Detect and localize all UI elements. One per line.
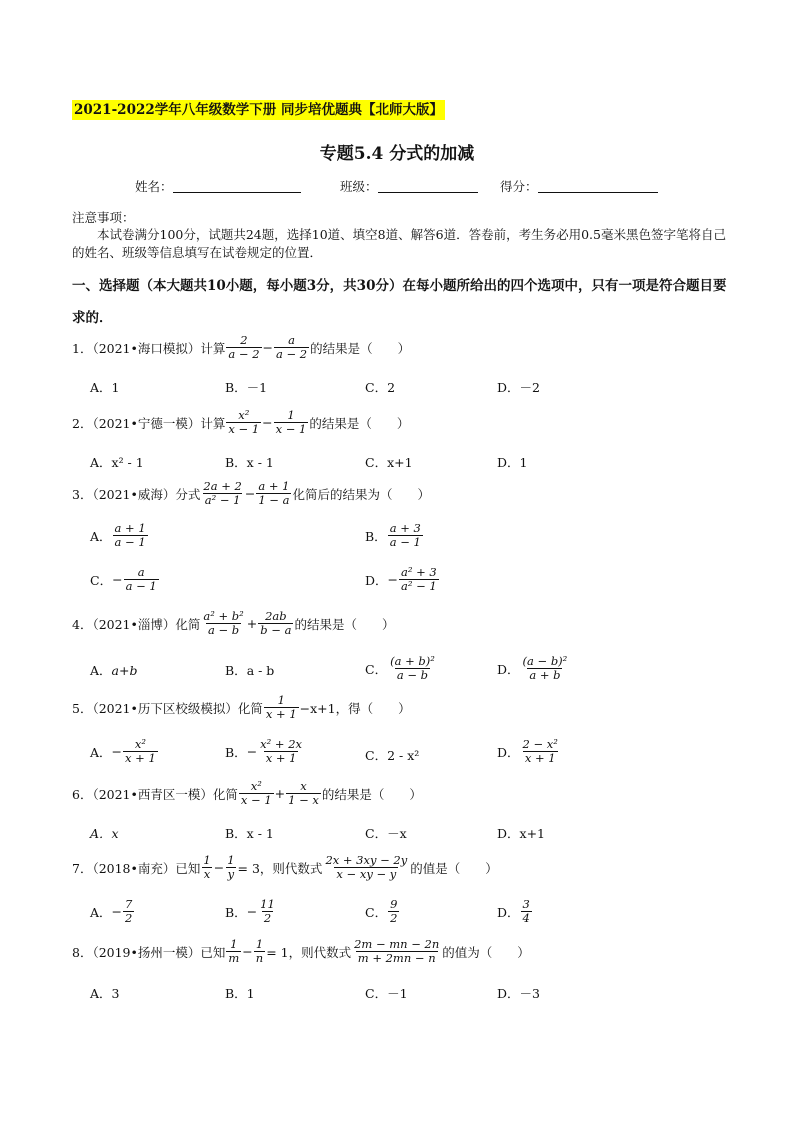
section-heading: 一、选择题（本大题共10小题，每小题3分，共30分）在每小题所给出的四个选项中，只有一项是符合题目要求的． [72,278,727,326]
question-6 [72,780,422,807]
fraction: $\frac{\text{x²}}{x - 1}$ [228,408,260,436]
question-text: 2．（2021•宁德一模）计算 [72,415,226,431]
option-d[interactable]: D．－2 [497,380,540,395]
option-b[interactable]: B． $\frac{a + 3}{a - 1}$ [365,521,421,549]
question-suffix: 化简后的结果为（ ） [292,486,430,502]
fraction: $\frac{1}{y}$ [227,853,235,881]
series-banner: 2021-2022学年八年级数学下册 同步培优题典【北师大版】 [74,102,443,118]
name-blank[interactable] [173,180,301,193]
question-text: 7．（2018•南充）已知 [72,860,201,876]
question-suffix: −x+1，得（ ） [299,700,411,716]
question-7 [72,854,498,881]
option-b[interactable]: B． − $\frac{\text{x² + 2x}}{x + 1}$ [225,737,303,765]
score-blank[interactable] [538,180,658,193]
option-d[interactable]: D． $\frac{\text{2 − x²}}{x + 1}$ [497,737,558,765]
operator: − [262,415,273,430]
option-a[interactable]: A． − $\frac{7}{2}$ [90,897,133,925]
fraction: $\frac{2x + 3xy - 2y}{x - xy - y}$ [325,853,408,881]
question-text: 8．（2019•扬州一模）已知 [72,944,226,960]
operator: − [242,944,253,959]
question-suffix: 的结果是（ ） [321,786,422,802]
question-3 [72,480,430,507]
class-field [340,177,478,195]
question-text: 5．（2021•历下区校级模拟）化简 [72,700,263,716]
fraction: $\frac{x}{1 - x}$ [288,779,319,807]
question-2 [72,409,409,436]
option-c[interactable]: C． − $\frac{a}{a - 1}$ [90,565,157,593]
notice-body: 本试卷满分100分，试题共24题，选择10道、填空8道、解答6道．答卷前，考生务必用0.5毫米黑色签字笔将自己的姓名、班级等信息填写在试卷规定的位置． [72,227,726,260]
option-c[interactable]: C．x+1 [365,455,413,470]
option-c[interactable]: C．－x [365,826,407,841]
question-suffix: 的结果是（ ） [309,415,410,431]
question-suffix: 的值为（ ） [442,944,530,960]
option-a[interactable]: A． − $\frac{\text{x²}}{x + 1}$ [90,737,156,765]
question-mid: = 3，则代数式 [237,860,323,876]
option-c[interactable]: C．－1 [365,986,408,1001]
fraction: $\frac{2m - mn - 2n}{m + 2mn - n}$ [354,937,440,965]
option-d[interactable]: D．x+1 [497,826,545,841]
question-mid: = 1，则代数式 [266,944,352,960]
question-suffix: 的结果是（ ） [310,340,411,356]
question-text: 6．（2021•西青区一模）化简 [72,786,238,802]
notice-heading: 注意事项： [72,210,135,225]
fraction: $\frac{a + 1}{1 - a}$ [258,479,290,507]
fraction: $\frac{\text{a² + b²}}{a - b}$ [203,609,244,637]
operator: + [246,616,258,631]
class-label: 班级： [340,179,378,194]
fraction: $\frac{\text{x²}}{x - 1}$ [240,779,272,807]
option-b[interactable]: B．x - 1 [225,826,274,841]
option-b[interactable]: B．1 [225,986,255,1001]
class-blank[interactable] [378,180,478,193]
option-b[interactable]: B． − $\frac{11}{2}$ [225,897,275,925]
option-d[interactable]: D．1 [497,455,528,470]
fraction: $\frac{1}{x}$ [203,853,211,881]
option-c[interactable]: C．2 [365,380,396,395]
fraction: $\frac{1}{x + 1}$ [265,693,297,721]
option-c[interactable]: C． $\frac{\text{(a + b)²}}{a - b}$ [365,654,435,682]
question-suffix: 的结果是（ ） [294,616,395,632]
fraction: $\frac{1}{x - 1}$ [275,408,307,436]
option-d[interactable]: D． $\frac{\text{(a − b)²}}{a + b}$ [497,654,568,682]
option-b[interactable]: B．x - 1 [225,455,274,470]
operator: − [244,486,256,501]
fraction: $\frac{2}{a - 2}$ [228,333,260,361]
option-a[interactable]: A． $\frac{a + 1}{a - 1}$ [90,521,146,549]
fraction: $\frac{2ab}{b - a}$ [260,609,292,637]
score-label: 得分： [500,179,538,194]
name-label: 姓名： [135,179,173,194]
question-text: 3．（2021•威海）分式 [72,486,201,502]
question-text: 1．（2021•海口模拟）计算 [72,340,226,356]
option-b[interactable]: B．－1 [225,380,268,395]
option-a[interactable]: A．1 [90,380,120,395]
option-b[interactable]: B． a - b [225,662,275,678]
fraction: $\frac{a}{a - 2}$ [276,333,308,361]
fraction: $\frac{2a + 2}{\text{a² − 1}}$ [203,479,242,507]
option-d[interactable]: D． − $\frac{\text{a² + 3}}{\text{a² − 1}}$ [365,565,437,593]
option-c[interactable]: C． $\frac{9}{2}$ [365,897,398,925]
question-4 [72,610,394,637]
question-8 [72,938,530,965]
question-suffix: 的值是（ ） [410,860,498,876]
option-a[interactable]: A．3 [90,986,120,1001]
option-d[interactable]: D．－3 [497,986,540,1001]
operator: − [213,860,225,875]
name-field [135,177,301,195]
option-d[interactable]: D． $\frac{3}{4}$ [497,897,530,925]
operator: + [274,786,286,801]
option-c[interactable]: C． 2 - x² [365,747,420,763]
question-5 [72,694,411,721]
option-a[interactable]: A．x [90,826,119,841]
fraction: $\frac{1}{n}$ [255,937,264,965]
score-field [500,177,658,195]
option-a[interactable]: A． a+b [90,662,138,678]
page-title: 专题5.4 分式的加减 [319,144,475,164]
question-1 [72,334,410,361]
fraction: $\frac{1}{m}$ [228,937,240,965]
option-a[interactable]: A．x² - 1 [90,455,144,470]
question-text: 4．（2021•淄博）化简 [72,616,201,632]
operator: − [262,340,273,355]
